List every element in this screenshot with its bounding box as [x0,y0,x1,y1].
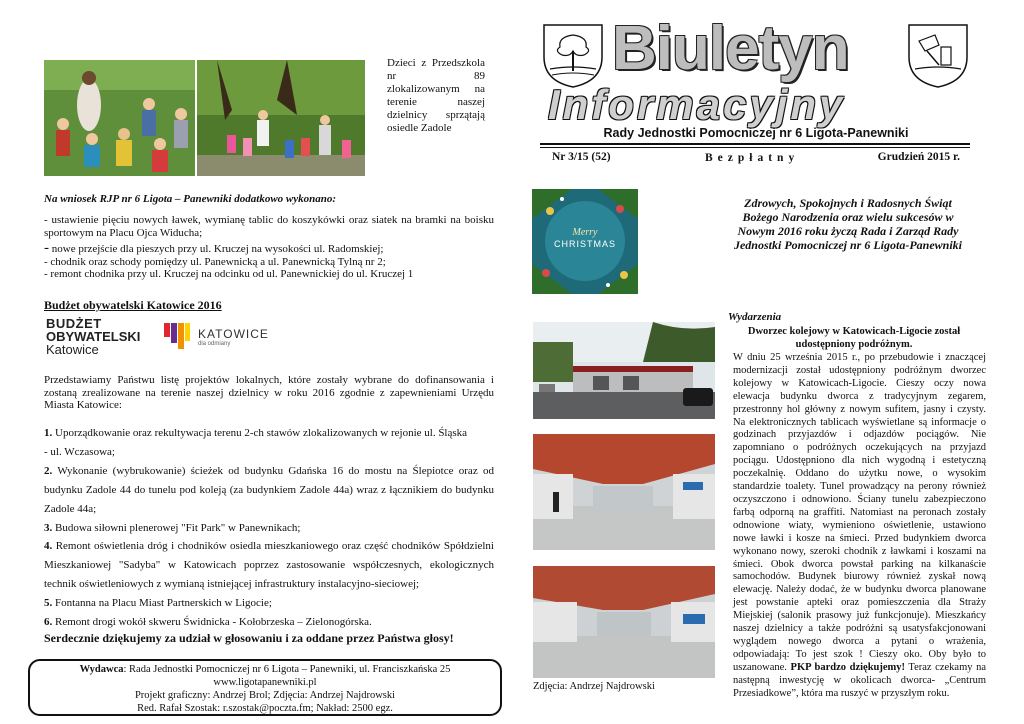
article-text-end: Teraz czekamy na następną inwestycję w okolicach dworca- „Centrum Przesiadkowe”, która ma ruszyć w przyszłym roku. [733,661,986,699]
article-title: Dworzec kolejowy w Katowicach-Ligocie został udostępniony podróżnym. [747,326,961,350]
logo-line-1: BUDŻET [46,316,102,331]
project-text: Budowa siłowni plenerowej "Fit Park" w Panewnikach; [52,521,301,534]
article-text: W dniu 25 września 2015 r., po przebudowie i znaczącej modernizacji został udostępniony podróżnym dworzec kolejowy w Katowicach-Ligocie. Cieszy oczy nowa elewacja budynku dworca z tradycyjnym zegarem, przestronny hol główny z nowym sufitem, jasny i czysty. Na elektronicznych tablicach wyświetlane są informacje o godzinach przyjazdów i odjazdów pociągów. Nie zapomniano o podróżnych oczekujących na przyjazd pociągu. Udostępniono dla nich wygodną i estetyczną poczekalnię. Oddano do użytku nowe, o wysokim standardzie toalety. Tunel prowadzący na perony również oczyszczono i odnowiono. Ściany tunelu zabezpieczono farbą odporną na graffiti. Natomiast na peronach zostały odnowione wiaty, wymieniono oświetlenie, ustawiono nowe ławki i kosze na śmieci. Przed budynkiem dworca wykonano nowy, szeroki chodnik z ławkami i koszami na śmieci. Obok dworca powstał parking na kilkanaście samochodów. Budynek biurowy również zyskał nową elewację. Należy dodać, że w budynku dworca planowane jest powstanie apteki oraz pomieszczenia dla Straży Miejskiej (salonik prasowy już funkcjonuje). Mieszkańcy naszej dzielnicy a także podróżni są usatysfakcjonowani wyglądem nowego dworca a pytani o wrażenia, odpowiadają: To jest szok ! Cieszy oko. Oby było to uszanowane. [733,352,986,673]
works-item: - ustawienie pięciu nowych ławek, wymianę tablic do koszykówki oraz siatek na bramki na boisku sportowym na Placu Ojca Widucha; [44,214,494,239]
christmas-greeting: Zdrowych, Spokojnych i Radosnych Świąt Bożego Narodzenia oraz wielu sukcesów w Nowym 2016 roku życzą Rada i Zarząd Rady Jednostki Pomocniczej nr 6 Ligota-Panewniki [733,196,962,252]
issue-row [552,151,972,163]
project-item [44,537,494,594]
panewniki-crest-icon [905,21,971,89]
project-text: Fontanna na Placu Miast Partnerskich w Ligocie; [52,597,272,610]
kids-photo-2 [197,60,365,176]
logo-line-2: OBYWATELSKI [46,329,141,344]
publisher-text: : Rada Jednostki Pomocniczej nr 6 Ligota – Panewniki, ul. Franciszkańska 25 [123,664,451,675]
station-photo-tunnel [533,566,715,678]
publisher-label: Wydawca [79,664,124,675]
katowice-logo-text: KATOWICE [198,327,269,341]
katowice-logo-tagline: dla odmiany [198,341,231,347]
station-photo-hall [533,434,715,550]
issue-number: Nr 3/15 (52) [552,151,611,163]
project-text: Uporządkowanie oraz rekultywacja terenu 2-ch stawów zlokalizowanych w rejonie ul. Śląska [52,427,468,439]
project-item [44,594,494,613]
project-num: 3. [44,521,53,534]
budzet-obywatelski-logo [46,316,141,358]
price-label: Bezpłatny [705,152,800,164]
works-item: - chodnik oraz schody pomiędzy ul. Panewnicką a ul. Panewnicką Tylną nr 2; [44,255,386,268]
project-num: 4. [44,540,53,553]
project-item [44,443,494,462]
katowice-logo [162,321,269,353]
issue-date: Grudzień 2015 r. [877,151,960,163]
events-label: Wydarzenia [728,311,782,323]
works-list [44,214,494,281]
projects-list [44,424,494,632]
kids-photo-1 [44,60,195,176]
project-num: 5. [44,597,53,610]
station-photo-exterior [533,322,715,419]
website-link[interactable]: www.ligotapanewniki.pl [213,677,317,688]
christmas-card [532,189,638,294]
kids-caption: Dzieci z Przedszkola nr 89 zlokalizowanym na terenie naszej dzielnicy sprzątają osiedle Zadole [387,57,485,134]
publisher-box [28,659,502,716]
works-item-text: nowe przejście dla pieszych przy ul. Kruczej na wysokości ul. Radomskiej; [51,243,384,255]
works-intro: Na wniosek RJP nr 6 Ligota – Panewniki dodatkowo wykonano: [44,193,337,205]
card-line-2: CHRISTMAS [553,239,616,249]
project-text: Wykonanie (wybrukowanie) ścieżek od budynku Gdańska 16 do mostu na Ślepiotce oraz od budynku Zadole 44 do tunelu pod koleją (za budynkiem Zadole 44a) wraz z łącznikiem do budynku Zadole 44a; [44,464,494,515]
works-item [44,240,494,256]
masthead-title: Biuletyn [612,14,849,83]
project-item [44,462,494,519]
logo-line-3: Katowice [46,342,99,357]
photo-credit: Zdjęcia: Andrzej Najdrowski [533,681,655,692]
masthead-rule-2 [540,147,970,148]
budget-title: Budżet obywatelski Katowice 2016 [44,298,222,312]
credits-line: Projekt graficzny: Andrzej Brol; Zdjęcia: Andrzej Najdrowski [134,690,396,701]
article-bold-text: PKP bardzo dziękujemy! [790,661,906,673]
project-text: Remont oświetlenia dróg i chodników osiedla mieszkaniowego oraz część chodników Spółdzielni Mieszkaniowej "Sadyba" w Katowicach poprzez zastosowanie współczesnych, ekologicznych technik oświetleniowych z wymianą istniejącej infrastruktury instalacyjno-sieciowej; [44,540,494,591]
project-num: 2. [44,464,53,477]
ligota-crest-icon [540,21,606,89]
katowice-emblem-icon [162,321,192,351]
editor-line: Red. Rafał Szostak: r.szostak@poczta.fm; Nakład: 2500 egz. [137,703,393,714]
works-item: - remont chodnika przy ul. Kruczej na odcinku od ul. Panewnickiej do ul. Kruczej 1 [44,268,414,280]
project-item [44,519,494,538]
project-item [44,613,494,632]
thanks-text: Serdecznie dziękujemy za udział w głosowaniu i za oddane przez Państwa głosy! [44,631,454,645]
project-num: 1. [44,427,53,439]
project-item [44,424,494,443]
budget-intro: Przedstawiamy Państwu listę projektów lokalnych, które zostały wybrane do dofinansowania i zostaną zrealizowane na terenie naszej dzielnicy w roku 2016 zgodnie z zapewnieniami Urzędu Miasta Katowice: [44,374,494,411]
dash-mark: - [44,240,49,256]
article-body [733,352,986,700]
project-num: 6. [44,616,53,629]
project-text: Remont drogi wokół skweru Świdnicka - Kołobrzeska – Zielonogórska. [52,616,372,629]
card-line-1: Merry [572,227,598,238]
project-text: - ul. Wczasowa; [44,445,115,458]
masthead-subtitle: Informacyjny [548,81,846,128]
masthead-organization: Rady Jednostki Pomocniczej nr 6 Ligota-Panewniki [603,126,909,140]
masthead-rule [540,143,970,145]
publisher-line [30,663,500,676]
